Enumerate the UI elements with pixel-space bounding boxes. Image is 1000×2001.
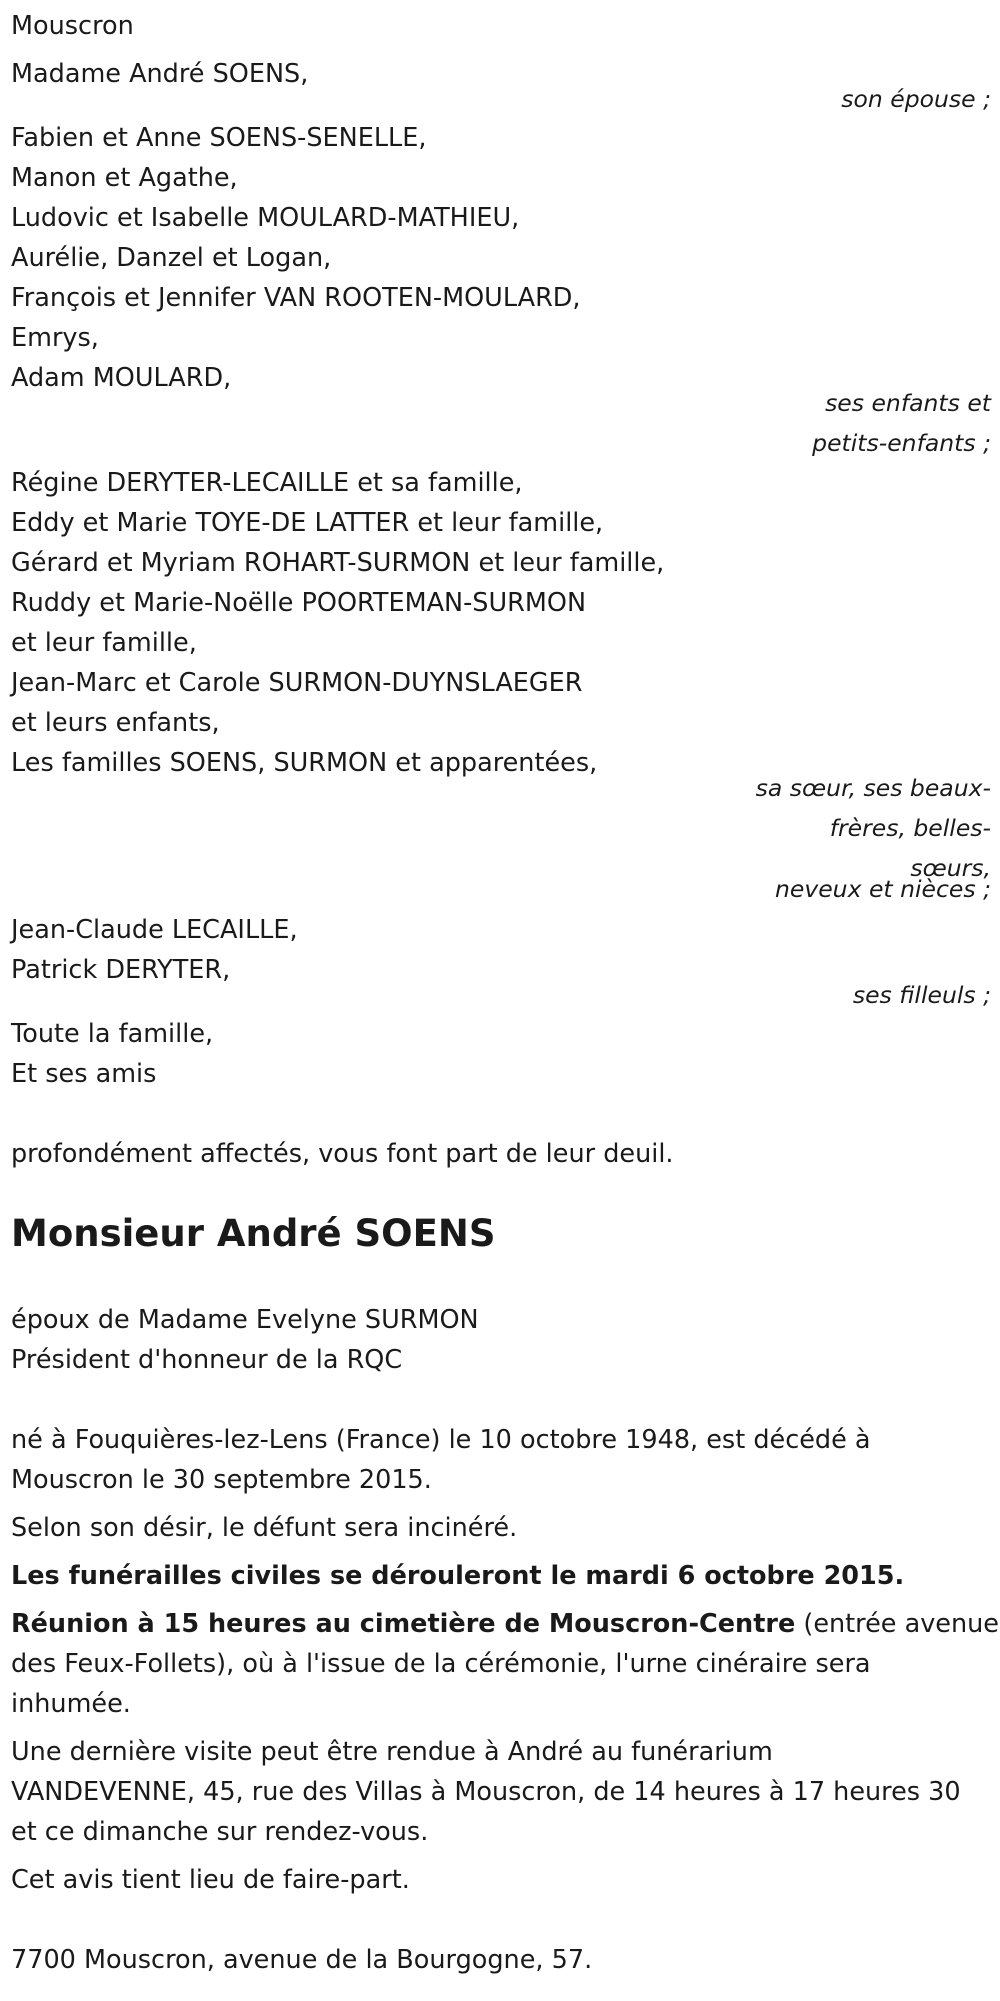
visit-line: Une dernière visite peut être rendue à André au funérarium [11, 1737, 773, 1767]
address-line: 7700 Mouscron, avenue de la Bourgogne, 57. [11, 1945, 593, 1975]
siblings-role: sœurs, [910, 854, 991, 882]
children-name: Aurélie, Danzel et Logan, [11, 243, 332, 273]
spouse-line: époux de Madame Evelyne SURMON [11, 1305, 479, 1335]
visit-line: VANDEVENNE, 45, rue des Villas à Mouscron, de 14 heures à 17 heures 30 [11, 1777, 961, 1807]
family-line: Et ses amis [11, 1059, 157, 1089]
birth-death-line: Mouscron le 30 septembre 2015. [11, 1465, 432, 1495]
family-line: Toute la famille, [11, 1019, 214, 1049]
funeral-date-line: Les funérailles civiles se dérouleront le mardi 6 octobre 2015. [11, 1561, 905, 1591]
visit-line: et ce dimanche sur rendez-vous. [11, 1817, 429, 1847]
sibling-name: Les familles SOENS, SURMON et apparentées, [11, 748, 598, 778]
announcement-text: profondément affectés, vous font part de leur deuil. [11, 1139, 674, 1169]
meeting-line [11, 1606, 999, 1642]
notice-line: Cet avis tient lieu de faire-part. [11, 1865, 410, 1895]
title-line: Président d'honneur de la RQC [11, 1345, 403, 1375]
siblings-role: neveux et nièces ; [774, 875, 991, 903]
city-heading: Mouscron [11, 11, 134, 41]
siblings-role: sa sœur, ses beaux- [755, 774, 991, 802]
meeting-line: inhumée. [11, 1689, 131, 1719]
children-name: Ludovic et Isabelle MOULARD-MATHIEU, [11, 203, 520, 233]
sibling-name: Ruddy et Marie-Noëlle POORTEMAN-SURMON [11, 588, 587, 618]
godchild-name: Jean-Claude LECAILLE, [11, 915, 298, 945]
children-role: ses enfants et [825, 389, 991, 417]
children-name: Fabien et Anne SOENS-SENELLE, [11, 123, 427, 153]
children-name: Manon et Agathe, [11, 163, 238, 193]
sibling-name: Eddy et Marie TOYE-DE LATTER et leur famille, [11, 508, 604, 538]
children-name: Adam MOULARD, [11, 363, 232, 393]
godchildren-role: ses filleuls ; [852, 981, 991, 1009]
children-name: François et Jennifer VAN ROOTEN-MOULARD, [11, 283, 581, 313]
meeting-line: des Feux-Follets), où à l'issue de la cérémonie, l'urne cinéraire sera [11, 1649, 871, 1679]
godchild-name: Patrick DERYTER, [11, 955, 231, 985]
spouse-role: son épouse ; [841, 85, 991, 113]
meeting-bold-text: Réunion à 15 heures au cimetière de Mouscron-Centre [11, 1609, 796, 1639]
meeting-rest-text: (entrée avenue [795, 1609, 999, 1639]
cremation-line: Selon son désir, le défunt sera incinéré. [11, 1513, 518, 1543]
spouse-name: Madame André SOENS, [11, 59, 309, 89]
birth-death-line: né à Fouquières-lez-Lens (France) le 10 octobre 1948, est décédé à [11, 1425, 871, 1455]
deceased-name: Monsieur André SOENS [11, 1212, 496, 1255]
sibling-name: Gérard et Myriam ROHART-SURMON et leur famille, [11, 548, 665, 578]
sibling-name: et leur famille, [11, 628, 197, 658]
sibling-name: Jean-Marc et Carole SURMON-DUYNSLAEGER [11, 668, 583, 698]
sibling-name: Régine DERYTER-LECAILLE et sa famille, [11, 468, 523, 498]
sibling-name: et leurs enfants, [11, 708, 220, 738]
siblings-role: frères, belles- [829, 814, 991, 842]
children-name: Emrys, [11, 323, 99, 353]
children-role: petits-enfants ; [812, 429, 991, 457]
